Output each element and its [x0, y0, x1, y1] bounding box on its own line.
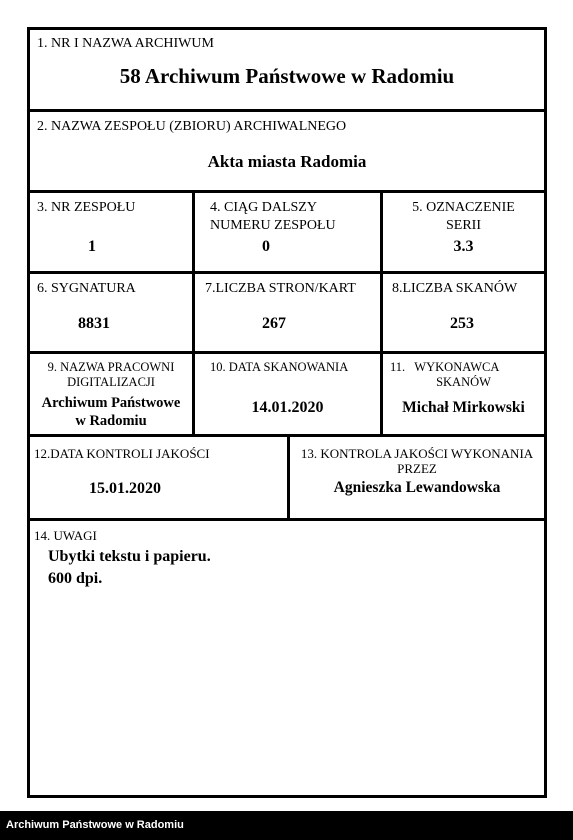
series-label-line2: SERII	[446, 218, 481, 233]
series-label-line1: 5. OZNACZENIE	[412, 200, 515, 215]
fonds-number-cell	[30, 193, 192, 271]
continuation-label-line1: 4. CIĄG DALSZY	[210, 200, 317, 215]
qc-date-value: 15.01.2020	[89, 480, 161, 497]
fonds-name-row	[30, 112, 544, 193]
scanner-cell	[380, 354, 544, 434]
footer-bar	[0, 811, 573, 840]
lab-label-line1: 9. NAZWA PRACOWNI	[47, 360, 175, 374]
qc-date-cell	[30, 437, 287, 518]
archive-value: 58 Archiwum Państwowe w Radomiu	[119, 64, 455, 88]
lab-cell	[30, 354, 192, 434]
pages-cell	[192, 274, 380, 351]
fonds-number-label: 3. NR ZESPOŁU	[37, 200, 136, 215]
remarks-line1: Ubytki tekstu i papieru.	[48, 548, 211, 565]
signature-cell	[30, 274, 192, 351]
scans-value: 253	[450, 315, 474, 332]
qc-by-label-line1: 13. KONTROLA JAKOŚCI WYKONANIA	[300, 446, 534, 461]
pages-value: 267	[262, 315, 286, 332]
qc-by-cell	[287, 437, 544, 518]
archive-row	[30, 30, 544, 112]
fonds-name-value: Akta miasta Radomia	[207, 152, 367, 171]
qc-by-value: Agnieszka Lewandowska	[333, 479, 501, 496]
remarks-section	[30, 521, 544, 795]
quality-row	[30, 437, 544, 521]
scanner-label-line1: 11. WYKONAWCA	[390, 360, 500, 374]
lab-label-line2: DIGITALIZACJI	[67, 375, 155, 389]
scanner-label-line2: SKANÓW	[436, 375, 491, 389]
lab-value-line1: Archiwum Państwowe	[41, 395, 181, 411]
signature-label: 6. SYGNATURA	[37, 281, 136, 296]
continuation-label-line2: NUMERU ZESPOŁU	[210, 218, 336, 233]
series-value: 3.3	[453, 238, 474, 255]
scan-date-cell	[192, 354, 380, 434]
remarks-label: 14. UWAGI	[34, 528, 97, 543]
lab-value-line2: w Radomiu	[75, 413, 147, 429]
series-cell	[380, 193, 544, 271]
remarks-line2: 600 dpi.	[48, 570, 103, 587]
metadata-card	[27, 27, 547, 798]
pages-label: 7.LICZBA STRON/KART	[205, 281, 356, 296]
scanner-value: Michał Mirkowski	[402, 399, 525, 416]
footer-text: Archiwum Państwowe w Radomiu	[6, 819, 184, 831]
signature-value: 8831	[78, 315, 110, 332]
scans-cell	[380, 274, 544, 351]
digitization-row	[30, 354, 544, 437]
fonds-number-value: 1	[88, 238, 96, 255]
archive-label: 1. NR I NAZWA ARCHIWUM	[37, 36, 214, 51]
numbers-row	[30, 193, 544, 274]
fonds-name-label: 2. NAZWA ZESPOŁU (ZBIORU) ARCHIWALNEGO	[37, 119, 347, 134]
qc-by-label-line2: PRZEZ	[397, 461, 437, 476]
counts-row	[30, 274, 544, 354]
continuation-cell	[192, 193, 380, 271]
scans-label: 8.LICZBA SKANÓW	[392, 281, 518, 296]
continuation-value: 0	[262, 238, 270, 255]
scan-date-label: 10. DATA SKANOWANIA	[210, 360, 349, 374]
qc-date-label: 12.DATA KONTROLI JAKOŚCI	[34, 446, 210, 461]
scan-date-value: 14.01.2020	[251, 399, 324, 416]
